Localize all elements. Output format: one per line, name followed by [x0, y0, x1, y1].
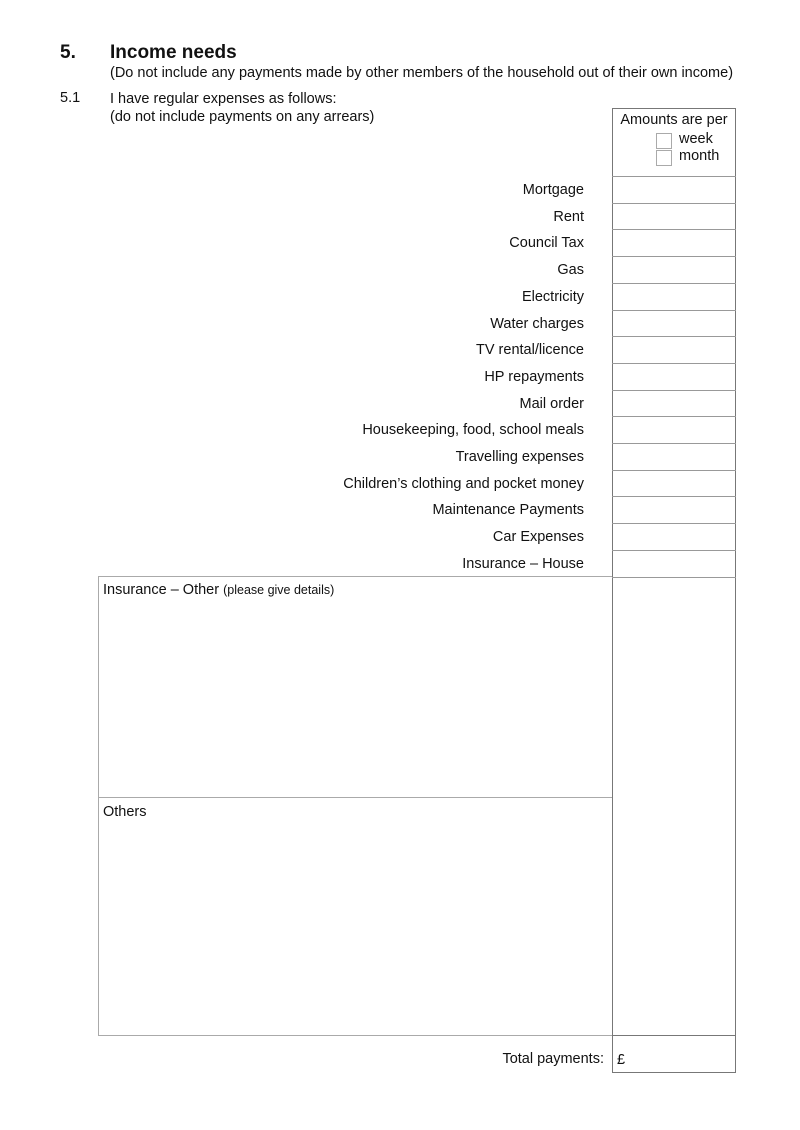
- expense-label: Water charges: [490, 315, 584, 332]
- amount-input-cell[interactable]: [612, 230, 736, 256]
- total-label: Total payments:: [502, 1051, 604, 1067]
- amount-input-cell[interactable]: [612, 257, 736, 283]
- subsection-line-2: (do not include payments on any arrears): [110, 109, 375, 125]
- expense-label: Council Tax: [509, 235, 584, 252]
- expense-label: Children’s clothing and pocket money: [343, 475, 584, 492]
- amount-input-cell[interactable]: [612, 471, 736, 497]
- amount-input-cell[interactable]: [612, 204, 736, 230]
- expense-label: Maintenance Payments: [432, 502, 584, 519]
- amount-input-cell[interactable]: [612, 497, 736, 523]
- expense-label: TV rental/licence: [476, 342, 584, 359]
- subsection-line-1: I have regular expenses as follows:: [110, 91, 337, 107]
- amount-input-cell[interactable]: [612, 444, 736, 470]
- section-title: Income needs: [110, 42, 237, 63]
- insurance-other-label: [103, 582, 334, 598]
- others-box[interactable]: [98, 797, 612, 1036]
- amounts-header: Amounts are per: [620, 112, 728, 128]
- week-checkbox[interactable]: [656, 133, 672, 149]
- expense-label: Insurance – House: [462, 555, 584, 572]
- expense-label: Travelling expenses: [455, 449, 584, 465]
- expense-label: Housekeeping, food, school meals: [362, 422, 584, 439]
- section-number: 5.: [60, 42, 76, 63]
- amount-input-cell[interactable]: [612, 391, 736, 417]
- amount-input-cell[interactable]: [612, 337, 736, 363]
- total-amount-field[interactable]: [612, 1035, 736, 1073]
- subsection-number: 5.1: [60, 90, 81, 106]
- expense-label: Mail order: [519, 395, 584, 412]
- expense-label: Electricity: [521, 288, 584, 305]
- amount-input-cell[interactable]: [612, 364, 736, 390]
- amount-input-cell[interactable]: [612, 551, 736, 577]
- month-label: month: [679, 148, 720, 164]
- insurance-other-title: Insurance – Other: [103, 582, 220, 598]
- subsection-text: [110, 90, 374, 126]
- week-label: week: [679, 131, 713, 147]
- expense-label: HP repayments: [484, 368, 584, 385]
- expense-label: Gas: [557, 262, 584, 279]
- section-note: (Do not include any payments made by other members of the household out of their own income): [110, 65, 734, 81]
- expense-label: Car Expenses: [492, 529, 584, 546]
- insurance-other-box[interactable]: [98, 576, 612, 798]
- currency-symbol: £: [617, 1052, 626, 1068]
- month-checkbox[interactable]: [656, 150, 672, 166]
- row-divider: [612, 577, 736, 578]
- amount-input-cell[interactable]: [612, 417, 736, 443]
- expense-label: Mortgage: [522, 182, 584, 198]
- expense-label: Rent: [553, 208, 584, 225]
- amount-input-cell[interactable]: [612, 284, 736, 310]
- amount-input-cell[interactable]: [612, 311, 736, 337]
- amount-input-cell[interactable]: [612, 177, 736, 203]
- amount-input-cell[interactable]: [612, 524, 736, 550]
- insurance-other-hint: (please give details): [223, 583, 335, 597]
- others-label: Others: [103, 804, 147, 820]
